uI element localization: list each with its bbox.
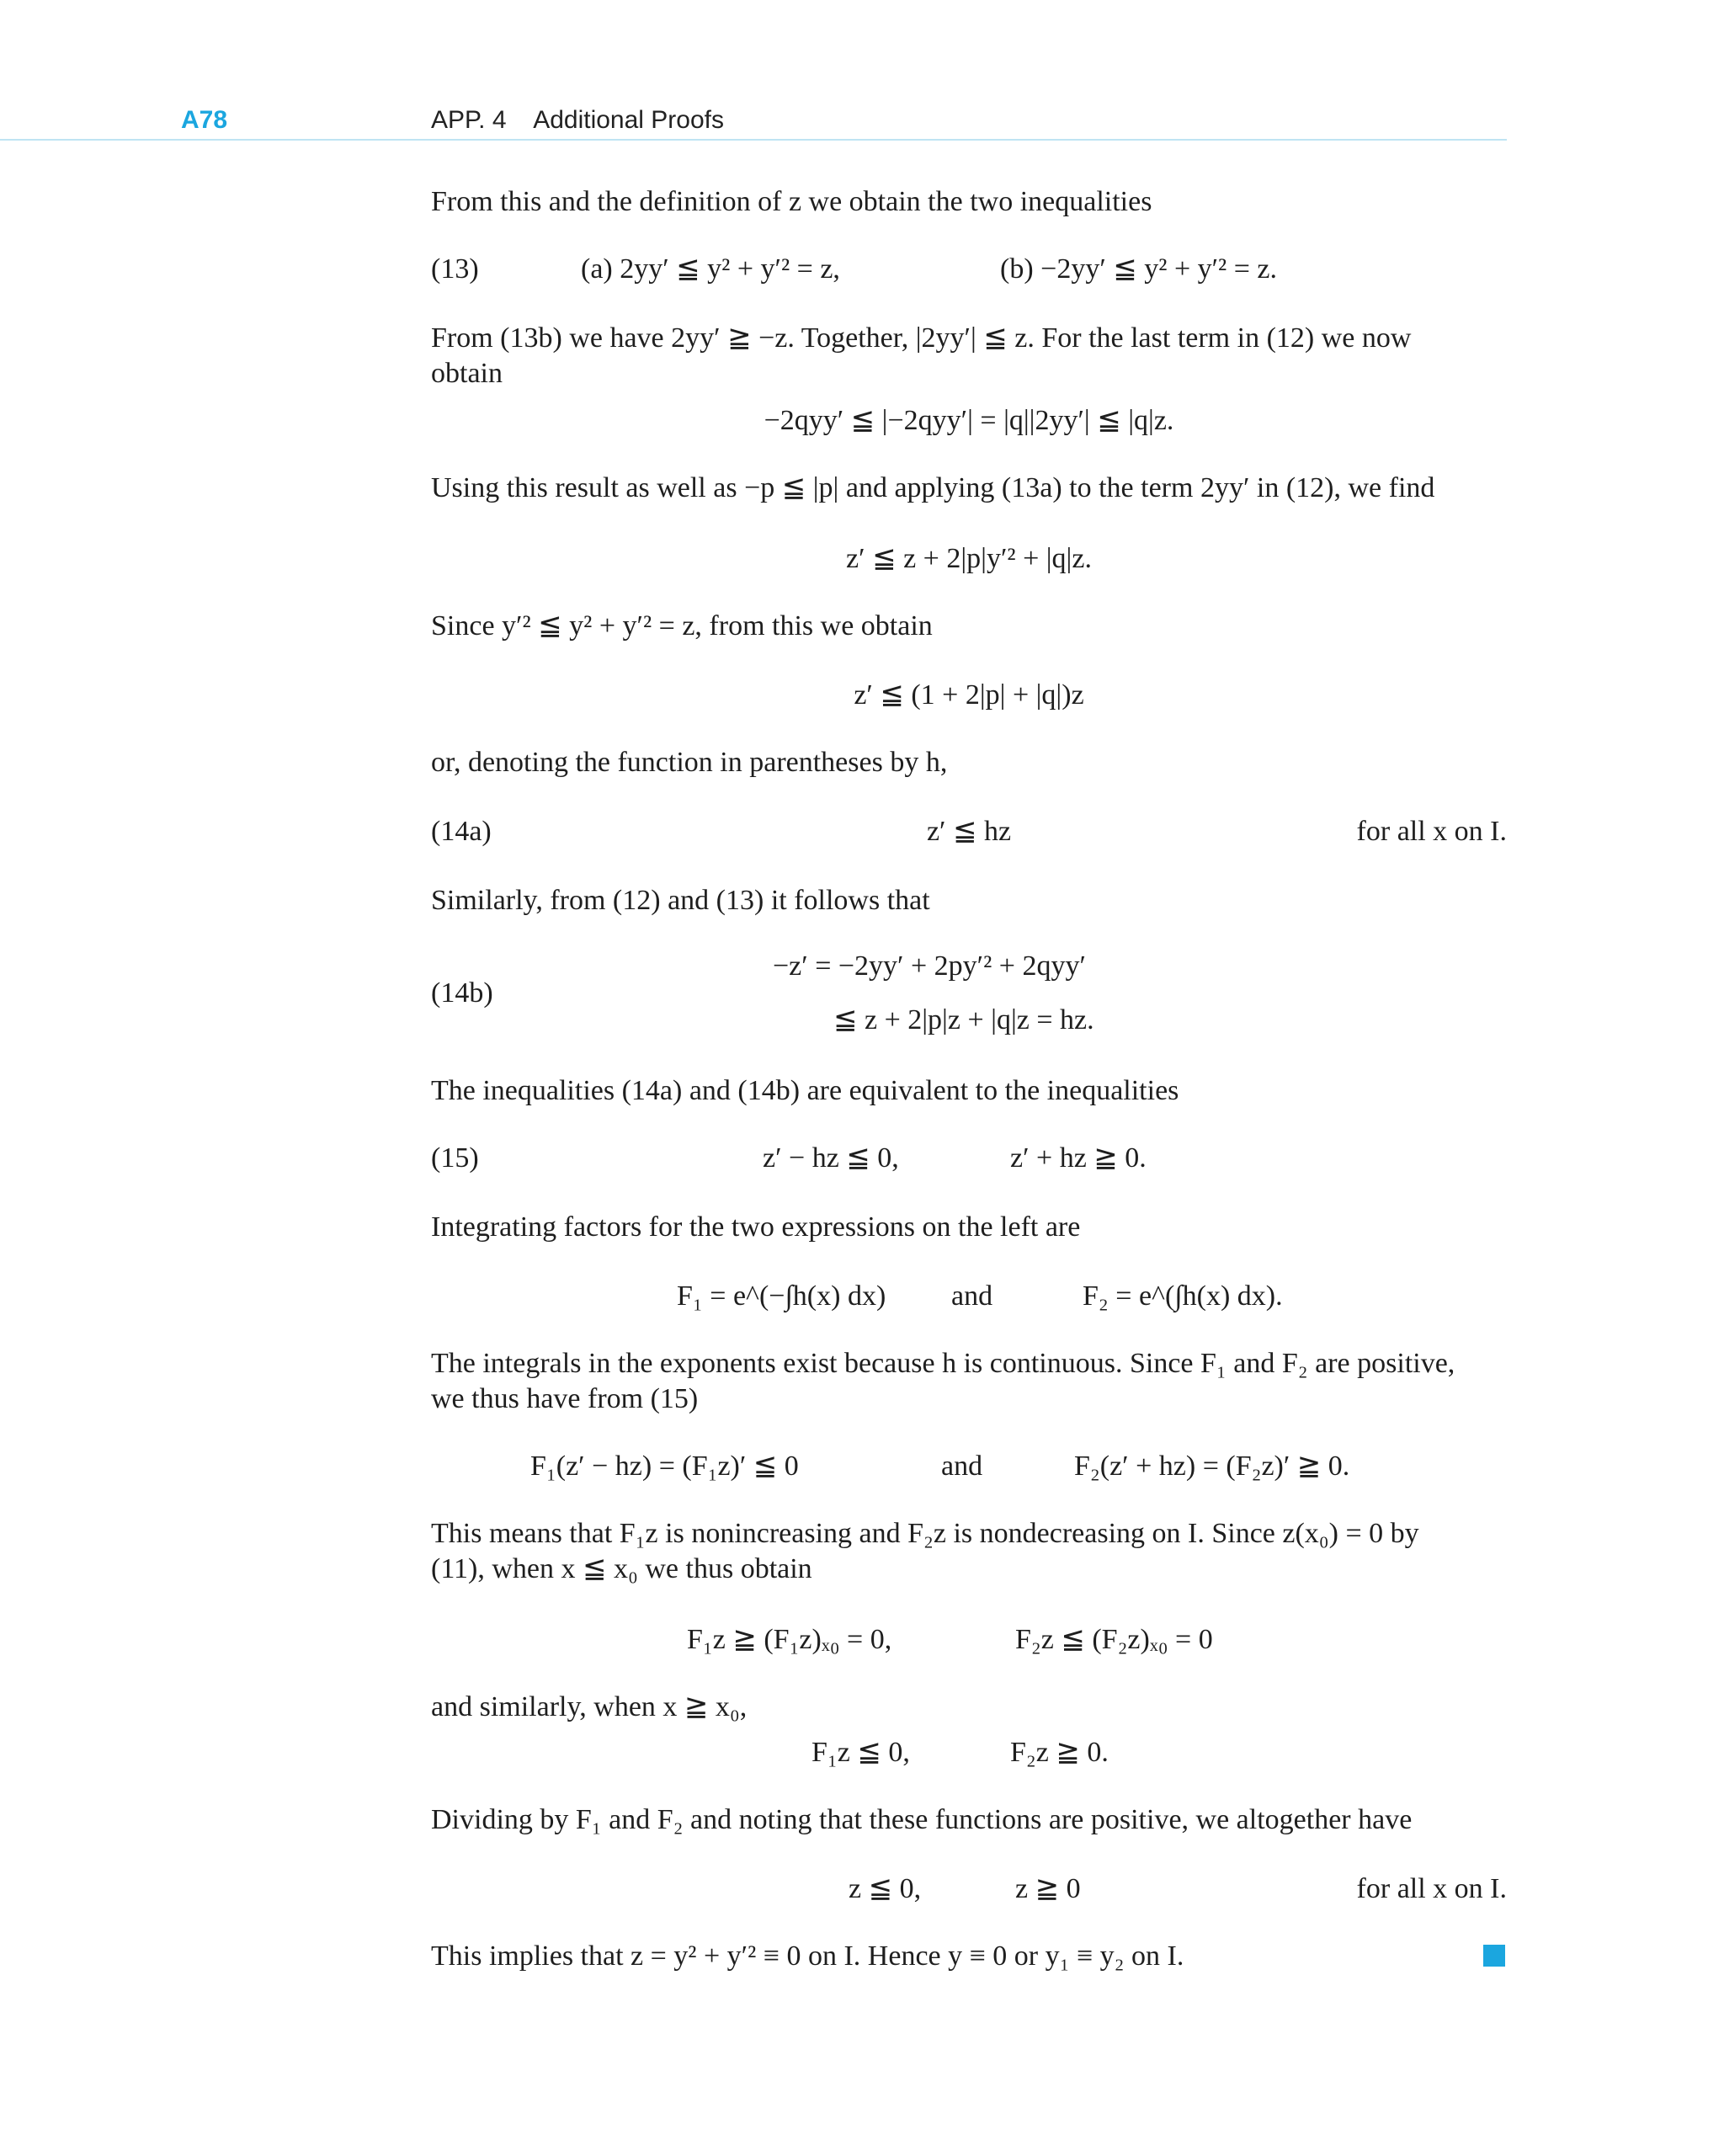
text-line: or, denoting the function in parentheses by h,	[431, 747, 948, 778]
equation-tag: (15)	[431, 1142, 479, 1174]
equation: z′ + hz ≧ 0.	[1010, 1142, 1147, 1174]
text-line: Dividing by F₁ and F₂ and noting that these functions are positive, we altogether have	[431, 1804, 1413, 1835]
equation: z′ ≦ z + 2|p|y′² + |q|z.	[846, 543, 1092, 574]
equation: z ≦ 0,	[849, 1873, 922, 1904]
end-of-proof-square-icon	[1483, 1945, 1505, 1967]
text-line: From (13b) we have 2yy′ ≧ −z. Together, |2yy′| ≦ z. For the last term in (12) we now	[431, 322, 1412, 354]
equation: F₂z ≦ (F₂z)ₓ₀ = 0	[1015, 1624, 1213, 1655]
header-rule	[0, 139, 1507, 141]
equation-tag: (13)	[431, 253, 479, 285]
equation: z ≧ 0	[1015, 1873, 1081, 1904]
equation: (b) −2yy′ ≦ y² + y′² = z.	[1000, 253, 1278, 285]
equation: F₁ = e^(−∫h(x) dx)	[677, 1280, 886, 1312]
equation: z′ ≦ hz	[926, 816, 1012, 847]
text-line: This means that F₁z is nonincreasing and F₂z is nondecreasing on I. Since z(x₀) = 0 by	[431, 1518, 1419, 1549]
equation: F₂(z′ + hz) = (F₂z)′ ≧ 0.	[1074, 1451, 1350, 1482]
equation: F₁z ≧ (F₁z)ₓ₀ = 0,	[687, 1624, 892, 1655]
equation: z′ ≦ (1 + 2|p| + |q|)z	[854, 679, 1084, 711]
text-line: Since y′² ≦ y² + y′² = z, from this we obtain	[431, 610, 933, 641]
equation: F₂ = e^(∫h(x) dx).	[1083, 1280, 1283, 1312]
equation-condition: for all x on I.	[1356, 816, 1507, 847]
page-number: A78	[181, 106, 228, 134]
text-line: obtain	[431, 358, 503, 389]
text-line: we thus have from (15)	[431, 1383, 699, 1414]
text-line: Using this result as well as −p ≦ |p| and applying (13a) to the term 2yy′ in (12), we find	[431, 472, 1435, 503]
text-line: This implies that z = y² + y′² ≡ 0 on I. Hence y ≡ 0 or y₁ ≡ y₂ on I.	[431, 1940, 1184, 1972]
equation-connector: and	[941, 1451, 983, 1482]
equation: −2qyy′ ≦ |−2qyy′| = |q||2yy′| ≦ |q|z.	[764, 405, 1174, 436]
equation: F₁z ≦ 0,	[811, 1737, 910, 1768]
text-line: From this and the definition of z we obtain the two inequalities	[431, 186, 1152, 217]
equation-connector: and	[951, 1280, 993, 1312]
equation: F₂z ≧ 0.	[1010, 1737, 1109, 1768]
equation: (a) 2yy′ ≦ y² + y′² = z,	[581, 253, 840, 285]
text-line: The inequalities (14a) and (14b) are equivalent to the inequalities	[431, 1075, 1179, 1106]
text-line: Similarly, from (12) and (13) it follows that	[431, 885, 930, 916]
equation: ≦ z + 2|p|z + |q|z = hz.	[833, 1004, 1094, 1035]
equation: F₁(z′ − hz) = (F₁z)′ ≦ 0	[530, 1451, 799, 1482]
text-line: (11), when x ≦ x₀ we thus obtain	[431, 1553, 812, 1584]
text-line: Integrating factors for the two expressions on the left are	[431, 1211, 1081, 1243]
text-line: and similarly, when x ≧ x₀,	[431, 1691, 748, 1722]
running-header-title: APP. 4 Additional Proofs	[431, 106, 725, 134]
equation: −z′ = −2yy′ + 2py′² + 2qyy′	[773, 950, 1086, 982]
text-line: The integrals in the exponents exist because h is continuous. Since F₁ and F₂ are positive,	[431, 1348, 1455, 1379]
equation-condition: for all x on I.	[1356, 1873, 1507, 1904]
equation-tag: (14b)	[431, 977, 493, 1009]
equation-tag: (14a)	[431, 816, 492, 847]
equation: z′ − hz ≦ 0,	[763, 1142, 899, 1174]
